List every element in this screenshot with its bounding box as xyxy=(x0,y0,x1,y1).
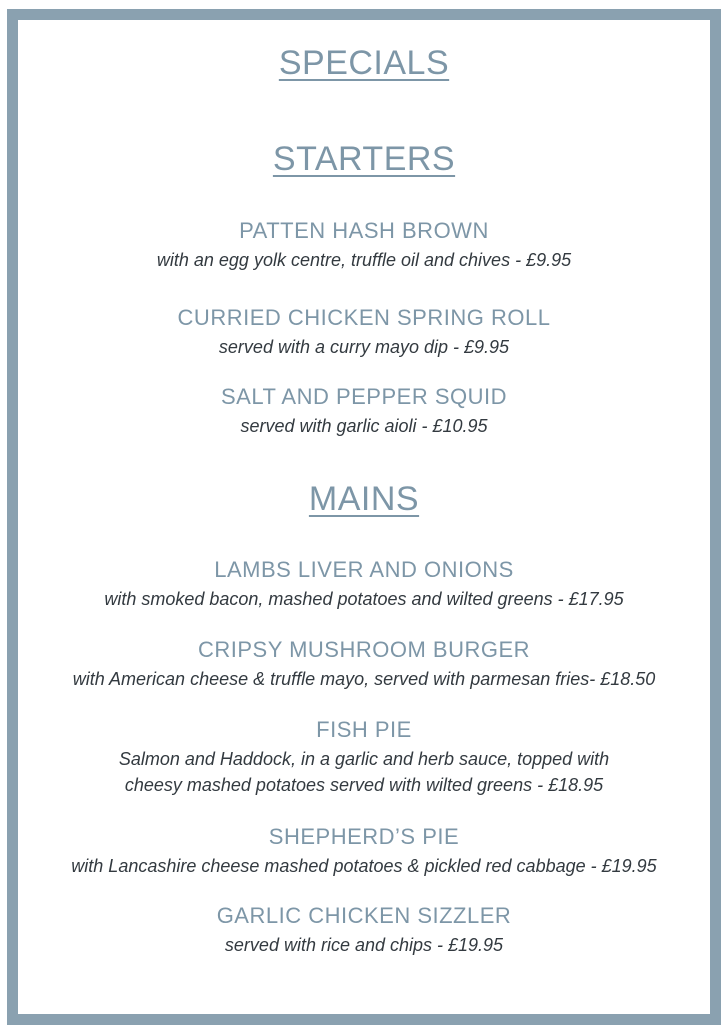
menu-frame xyxy=(7,9,721,1025)
dish-name: GARLIC CHICKEN SIZZLER xyxy=(216,903,512,928)
dish-name: SHEPHERD’S PIE xyxy=(268,824,460,849)
mains-heading: MAINS xyxy=(308,480,420,518)
starters-heading: STARTERS xyxy=(272,140,456,178)
dish-description: with smoked bacon, mashed potatoes and wilted greens - £17.95 xyxy=(104,589,624,609)
page-title: SPECIALS xyxy=(278,44,450,82)
dish-name: CURRIED CHICKEN SPRING ROLL xyxy=(177,305,551,330)
dish-description: with American cheese & truffle mayo, served with parmesan fries- £18.50 xyxy=(72,669,656,689)
dish-description: with Lancashire cheese mashed potatoes & pickled red cabbage - £19.95 xyxy=(71,856,657,876)
dish-name: FISH PIE xyxy=(316,717,412,742)
dish-name: LAMBS LIVER AND ONIONS xyxy=(214,557,514,582)
dish-name: CRIPSY MUSHROOM BURGER xyxy=(197,637,531,662)
dish-description: Salmon and Haddock, in a garlic and herb sauce, topped with cheesy mashed potatoes served with wilted greens - £18.95 xyxy=(118,749,610,795)
dish-description: served with rice and chips - £19.95 xyxy=(224,935,504,955)
dish-description: with an egg yolk centre, truffle oil and chives - £9.95 xyxy=(156,250,572,270)
dish-name: SALT AND PEPPER SQUID xyxy=(221,384,507,409)
dish-description: served with a curry mayo dip - £9.95 xyxy=(218,337,510,357)
dish-description: served with garlic aioli - £10.95 xyxy=(240,416,488,436)
dish-name: PATTEN HASH BROWN xyxy=(239,218,489,243)
